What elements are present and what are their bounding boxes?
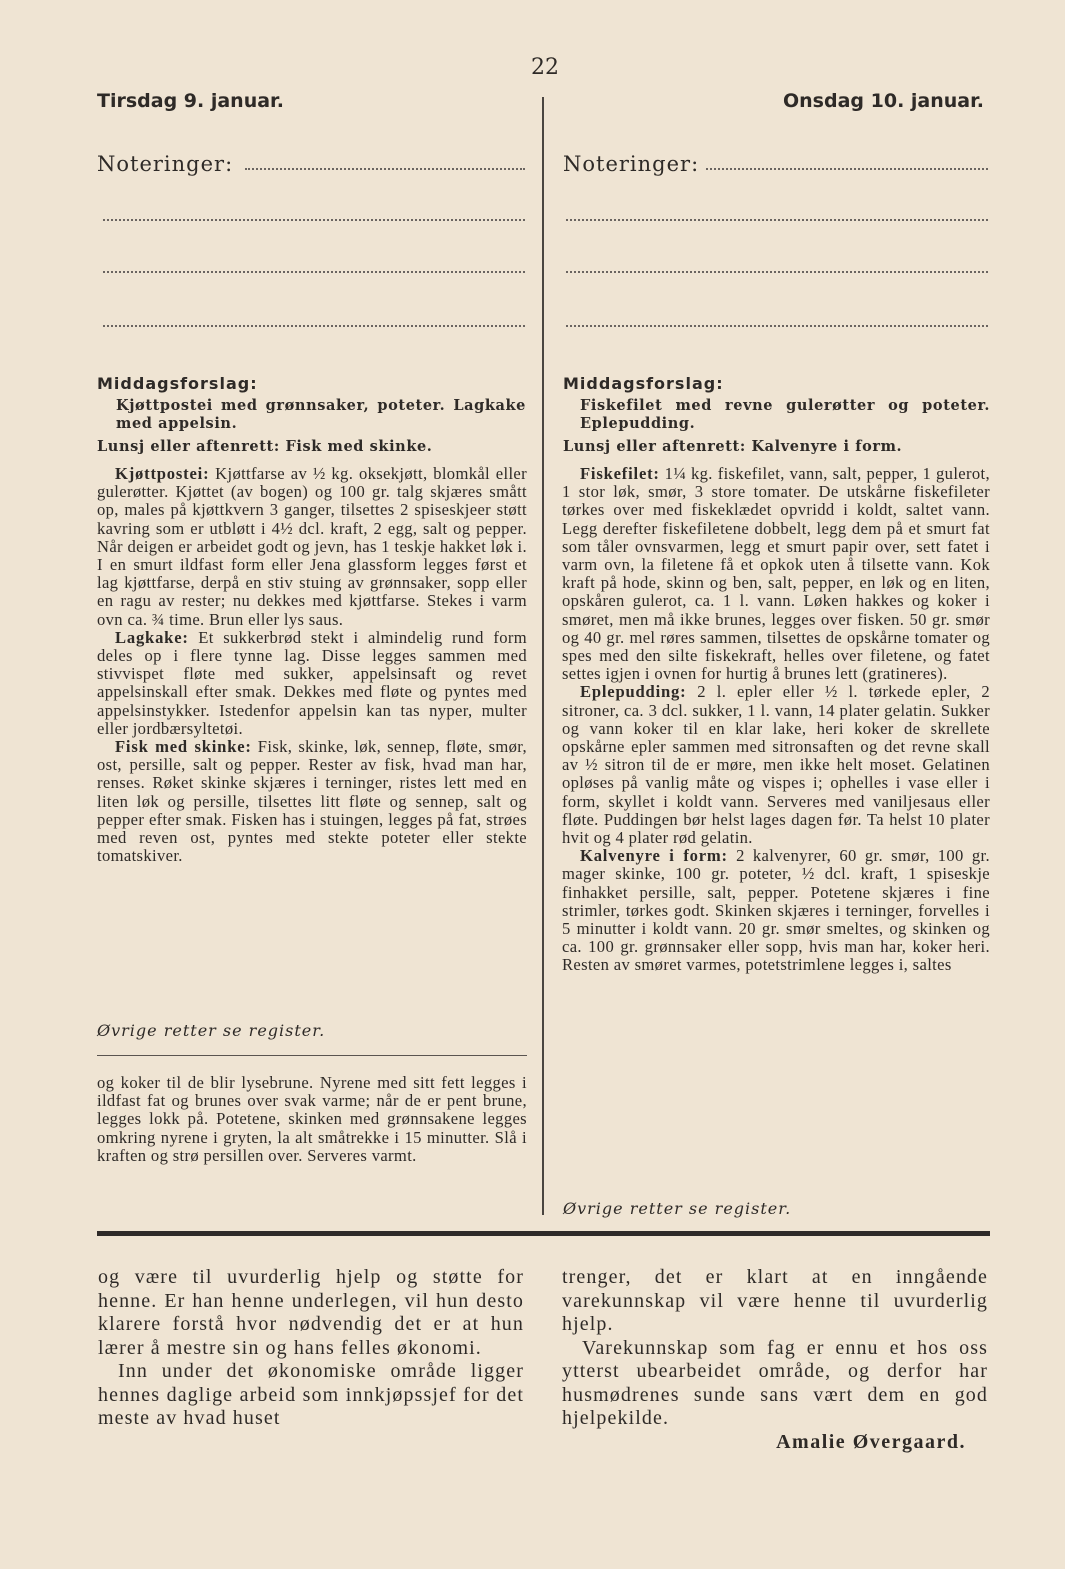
recipe-text: Et sukkerbrød stekt i almindelig rund form deles op i flere tynne lag. Disse legges sammen med stivvispet fløte med sukker, appelsinsaft og revet appelsinskall efter smak. Dekkes med fløte og pyntes med appelsinstykker. Istedenfor appelsin kan tas nyper, multer eller jordbærsyltetøi. <box>97 627 527 738</box>
essay-signature: Amalie Øvergaard. <box>776 1430 966 1453</box>
right-recipes <box>562 465 990 975</box>
recipe-title: Lagkake: <box>115 627 189 647</box>
right-notes-line-2[interactable] <box>566 219 988 221</box>
left-notes-line-1[interactable] <box>245 168 525 170</box>
left-notes-line-3[interactable] <box>103 271 525 273</box>
left-menu-lunch: Lunsj eller aftenrett: Fisk med skinke. <box>97 438 433 455</box>
recipe-title: Kjøttpostei: <box>115 464 210 483</box>
right-notes-line-1[interactable] <box>706 168 988 170</box>
section-rule <box>97 1231 990 1236</box>
right-day-heading: Onsdag 10. januar. <box>783 90 984 112</box>
essay-left-column <box>98 1266 524 1431</box>
right-menu-main: Fiskefilet med revne gulerøtter og poteter. Eplepudding. <box>580 397 990 432</box>
left-menu-main: Kjøttpostei med grønnsaker, poteter. Lagkake med appelsin. <box>116 397 526 432</box>
recipe-kjottpostei <box>97 465 527 629</box>
page-number: 22 <box>531 55 559 80</box>
recipe-title: Eplepudding: <box>580 682 687 702</box>
right-notes-line-3[interactable] <box>566 271 988 273</box>
left-notes-label: Noteringer: <box>97 152 234 176</box>
recipe-title: Fiskefilet: <box>580 464 660 483</box>
left-day-heading: Tirsdag 9. januar. <box>97 90 284 112</box>
right-register-note: Øvrige retter se register. <box>563 1199 792 1218</box>
left-menu-heading: Middagsforslag: <box>97 374 258 393</box>
right-notes-line-4[interactable] <box>566 325 988 327</box>
recipe-fisk-med-skinke <box>97 738 527 865</box>
recipe-text: 1¼ kg. fiskefilet, vann, salt, pepper, 1 gulerot, 1 stor løk, smør, 3 store tomater. De utskårne fiskefileter tørkes over med fiskeklædet opvridd i koldt, saltet vann. Legg derefter fiskefiletene dobbelt, legg dem på et smurt fat som tåler ovnsvarmen, legg et smurt papir over, sett fatet i varm ovn, la filetene få et opkok uten å tilsette vann. Kok kraft på hode, skinn og ben, salt, pepper, en løk og en liten, opskåren gulerot, ca. 1 l. vann. Løken hakkes og koker i smøret, men må ikke brunes, legges over fisken. 50 gr. smør og 40 gr. mel røres sammen, tilsettes de opskårne tomater og spes med den silte fiskekraft, helles over filetene, og fatet settes igjen i ovnen for hurtig å brunes lett (gratineres). <box>562 464 990 684</box>
recipe-lagkake <box>97 629 527 738</box>
essay-paragraph: og være til uvurderlig hjelp og støtte for henne. Er han henne underlegen, vil hun desto klarere forstå hvor nødvendig det er at hun lærer å mestre sin og hans felles økonomi. <box>98 1266 524 1359</box>
continuation-text: og koker til de blir lysebrune. Nyrene med sitt fett legges i ildfast fat og brunes over svak varme; når de er pent brune, legges lokk på. Potetene, skinken med grønnsakene legges omkring nyrene i gryten, la alt småtrekke i 15 minutter. Slå i kraften og strø persillen over. Serveres varmt. <box>97 1073 527 1165</box>
left-notes-line-4[interactable] <box>103 325 525 327</box>
recipe-text: 2 kalvenyrer, 60 gr. smør, 100 gr. mager skinke, 100 gr. poteter, ½ dcl. kraft, 1 spiseskje finhakket persille, salt, pepper. Potetene skjæres i fine strimler, tørkes godt. Skinken skjæres i terninger, forvelles i 5 minutter i koldt vann. 20 gr. smør smeltes, og skinken og ca. 100 gr. grønnsaker eller sopp, hvis man har, koker heri. Resten av smøret varmes, potetstrimlene legges i, saltes <box>562 846 990 975</box>
essay-paragraph: Inn under det økonomiske område ligger hennes daglige arbeid som innkjøpssjef for det meste av hvad huset <box>98 1360 524 1429</box>
left-notes-line-2[interactable] <box>103 219 525 221</box>
right-menu-heading: Middagsforslag: <box>563 374 724 393</box>
recipe-fiskefilet <box>562 465 990 683</box>
essay-paragraph: Varekunnskap som fag er ennu et hos oss ytterst ubearbeidet område, og derfor har husmødrenes sunde sans vært dem en god hjelpekilde. <box>562 1336 988 1429</box>
right-notes-label: Noteringer: <box>563 152 700 176</box>
essay-right-column <box>562 1266 988 1454</box>
recipe-text: Fisk, skinke, løk, sennep, fløte, smør, ost, persille, salt og pepper. Rester av fisk, hvad man har, renses. Røket skinke skjæres i terninger, ristes lett med en liten løk og persille, tilsettes litt fløte og sennep, salt og pepper efter smak. Fisken has i stuingen, legges på fat, strøes med reven ost, pyntes med stekte poteter eller stekte tomatskiver. <box>97 737 527 866</box>
column-divider <box>542 97 544 1215</box>
right-menu-lunch: Lunsj eller aftenrett: Kalvenyre i form. <box>563 438 903 455</box>
left-continuation <box>97 1074 527 1165</box>
recipe-text: 2 l. epler eller ½ l. tørkede epler, 2 sitroner, ca. 3 dcl. sukker, 1 l. vann, 14 plater gelatin. Sukker og vann koker til en klar lake, heri koker de skrellete opskårne epler sammen med sitronsaften og det revne skall av ½ sitron til de er møre, men ikke helt moset. Gelatinen opløses på vanlig måte og vispes i; ophelles i vase eller i form, skyllet i koldt vann. Serveres med vaniljesaus eller fløte. Puddingen bør helst lages dagen før. Ta helst 10 plater hvit og 4 plater rød gelatin. <box>562 682 990 848</box>
left-recipes <box>97 465 527 865</box>
recipe-eplepudding <box>562 683 990 847</box>
recipe-title: Kalvenyre i form: <box>580 846 728 866</box>
recipe-title: Fisk med skinke: <box>115 737 252 757</box>
recipe-text: Kjøttfarse av ½ kg. oksekjøtt, blomkål eller gulerøtter. Kjøttet (av bogen) og 100 gr. talg skjæres smått op, males på kjøttkvern 3 ganger, tilsettes 2 spiseskjeer støtt kavring som er utbløtt i 4½ dcl. kraft, 2 egg, salt og pepper. Når deigen er arbeidet godt og jevn, has 1 teskje hakket løk i. I en smurt ildfast form eller Jena glassform legges først et lag kjøttfarse, derpå en stiv stuing av grønnsaker, sopp eller en ragu av rester; nu dekkes med kjøttfarse. Stekes i varm ovn ca. ¾ time. Brun eller lys saus. <box>97 464 527 629</box>
essay-paragraph: trenger, det er klart at en inngående varekunnskap vil være henne til uvurderlig hjelp. <box>562 1266 988 1335</box>
recipe-kalvenyre <box>562 847 990 974</box>
left-register-note: Øvrige retter se register. <box>97 1021 326 1040</box>
left-separator <box>97 1055 527 1056</box>
